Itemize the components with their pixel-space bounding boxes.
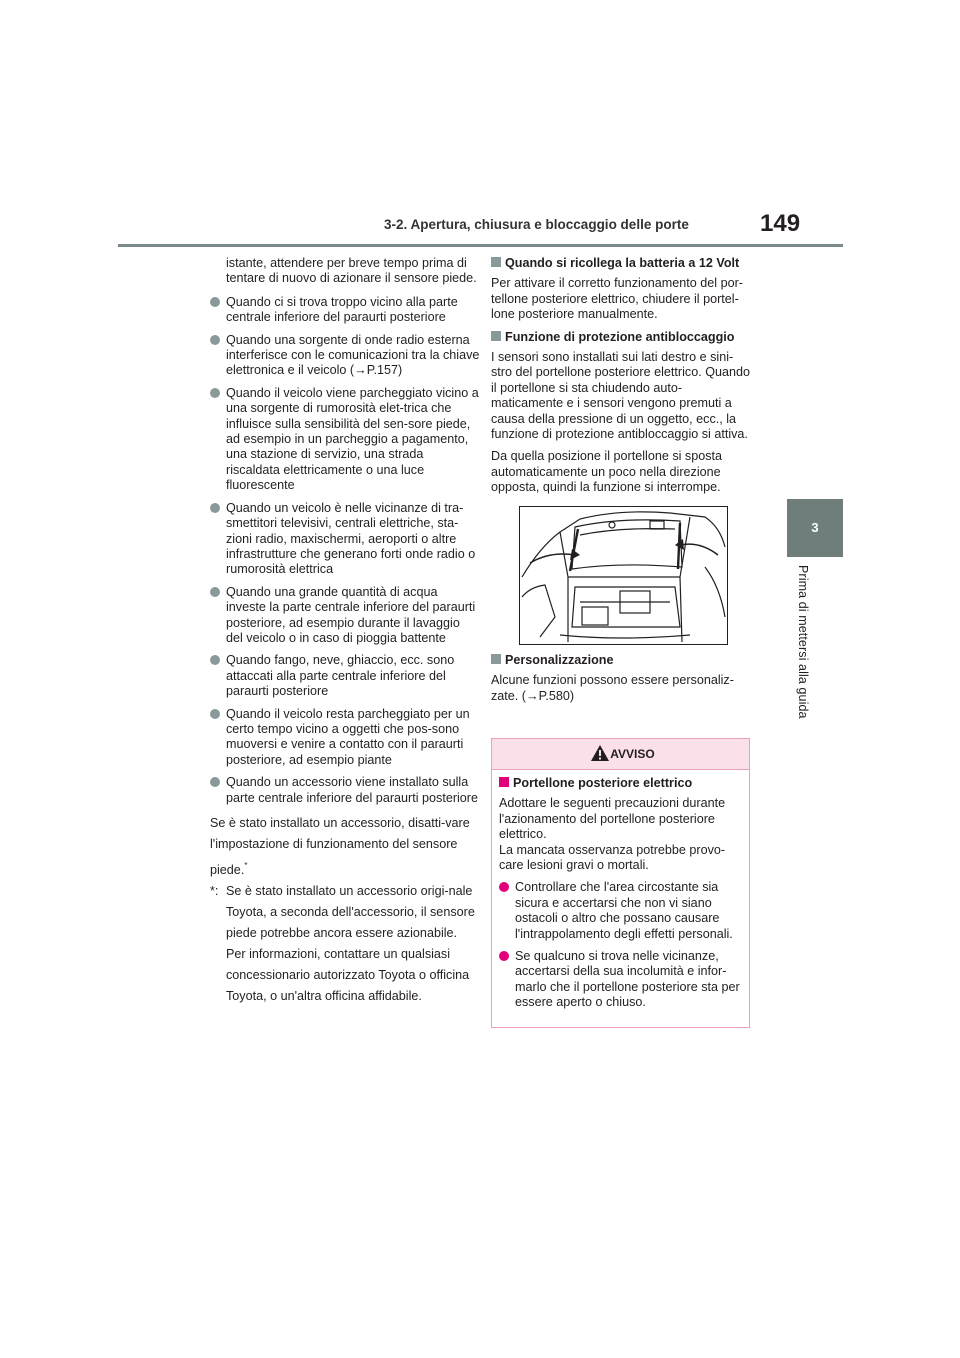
page-number: 149 [760, 210, 801, 237]
list-item: Quando ci si trova troppo vicino alla parte centrale inferiore del paraurti posteriore [210, 295, 480, 326]
bullet-icon [210, 777, 220, 787]
section-square-icon [491, 654, 501, 664]
left-column [210, 256, 480, 1007]
section-square-icon [499, 777, 509, 787]
warning-label: AVVISO [610, 747, 655, 761]
warning-text-2: La mancata osservanza potrebbe provo-care lesioni gravi o mortali. [499, 842, 726, 873]
intro-text: istante, attendere per breve tempo prima di tentare di nuovo di azionare il sensore piede. [226, 256, 477, 286]
antipinch-text-2: Da quella posizione il portellone si sposta automaticamente un poco nella direzione opposta, quindi la funzione si interrompe. [491, 449, 723, 495]
bullet-icon [499, 951, 509, 961]
warning-body [492, 770, 749, 1011]
custom-heading: Personalizzazione [491, 653, 753, 668]
right-column [491, 256, 753, 711]
list-item: Controllare che l'area circostante sia sicura e accertarsi che non vi siano ostacoli o altro che possano causare l'intrappolamento degli effetti personali. [499, 880, 742, 942]
bullet-icon [210, 709, 220, 719]
section-square-icon [491, 257, 501, 267]
tailgate-illustration [519, 506, 728, 645]
list-item: Quando un accessorio viene installato sulla parte centrale inferiore del paraurti posteriore [210, 775, 480, 806]
warning-triangle-icon [590, 744, 610, 762]
bullet-icon [210, 503, 220, 513]
list-item: Quando un veicolo è nelle vicinanze di tra-smettitori televisivi, centrali elettriche, sta-zioni radio, maxischermi, aeroporti o altre infrastrutture che generano forti onde radio o rumorosità elettrica [210, 501, 480, 578]
list-item: Quando il veicolo viene parcheggiato vicino a una sorgente di rumorosità elet-trica che influisce sulla sensibilità del sen-sore piede, ad esempio in un parcheggio a pagamento, una stazione di servizio, una strada riscaldata elettricamente o una luce fluorescente [210, 386, 480, 494]
warning-heading: Portellone posteriore elettrico [499, 776, 742, 791]
chapter-tab[interactable]: 3 [787, 499, 843, 557]
list-item: Quando una sorgente di onde radio esterna interferisce con le comunicazioni tra la chiave elettronica e il veicolo (→P.157) [210, 333, 480, 379]
warning-header [492, 739, 749, 770]
battery-heading: Quando si ricollega la batteria a 12 Volt [491, 256, 753, 271]
tailgate-sensor-icon [520, 507, 727, 644]
bullet-icon [210, 388, 220, 398]
warning-box [491, 738, 750, 1028]
chapter-title: Prima di mettersi alla guida [796, 565, 810, 719]
footnote: *: Se è stato installato un accessorio origi-nale Toyota, a seconda dell'accessorio, il sensore piede potrebbe ancora essere azionabile. Per informazioni, contattare un qualsiasi concessionario autorizzato Toyota o officina Toyota, o un'altra officina affidabile. [210, 881, 480, 1007]
section-square-icon [491, 331, 501, 341]
list-item: Se qualcuno si trova nelle vicinanze, accertarsi della sua incolumità e infor-marlo che il portellone posteriore sta per essere aperto o chiuso. [499, 949, 742, 1011]
antipinch-heading: Funzione di protezione antibloccaggio [491, 330, 753, 345]
note-marker: * [244, 861, 248, 870]
battery-text: Per attivare il corretto funzionamento del por-tellone posteriore elettrico, chiudere il portel-lone posteriore manualmente. [491, 276, 743, 322]
bullet-icon [210, 297, 220, 307]
footnote-marker: *: [210, 884, 219, 898]
accessory-note: Se è stato installato un accessorio, disatti-vare l'impostazione di funzionamento del sensore piede.* [210, 816, 470, 877]
bullet-icon [210, 335, 220, 345]
bullet-icon [499, 882, 509, 892]
header-rule [118, 244, 843, 247]
list-item: Quando una grande quantità di acqua investe la parte centrale inferiore del paraurti posteriore, ad esempio durante il lavaggio del veicolo o in caso di pioggia battente [210, 585, 480, 647]
warning-text: Adottare le seguenti precauzioni durante l'azionamento del portellone posteriore elettrico. [499, 796, 726, 842]
bullet-icon [210, 655, 220, 665]
list-item: Quando fango, neve, ghiaccio, ecc. sono attaccati alla parte centrale inferiore del paraurti posteriore [210, 653, 480, 699]
custom-text: Alcune funzioni possono essere personaliz-zate. (→P.580) [491, 673, 734, 703]
antipinch-text: I sensori sono installati sui lati destro e sini-stro del portellone posteriore elettrico. Quando il portellone si sta chiudendo auto-maticamente e i sensori vengono premuti a causa della pressione di un oggetto, ecc., la funzione di protezione antibloccaggio si attiva. [491, 350, 751, 442]
bullet-icon [210, 587, 220, 597]
section-title: 3-2. Apertura, chiusura e bloccaggio delle porte [384, 217, 689, 232]
list-item: Quando il veicolo resta parcheggiato per un certo tempo vicino a oggetti che pos-sono muoversi e venire a contatto con il paraurti posteriore, ad esempio piante [210, 707, 480, 769]
